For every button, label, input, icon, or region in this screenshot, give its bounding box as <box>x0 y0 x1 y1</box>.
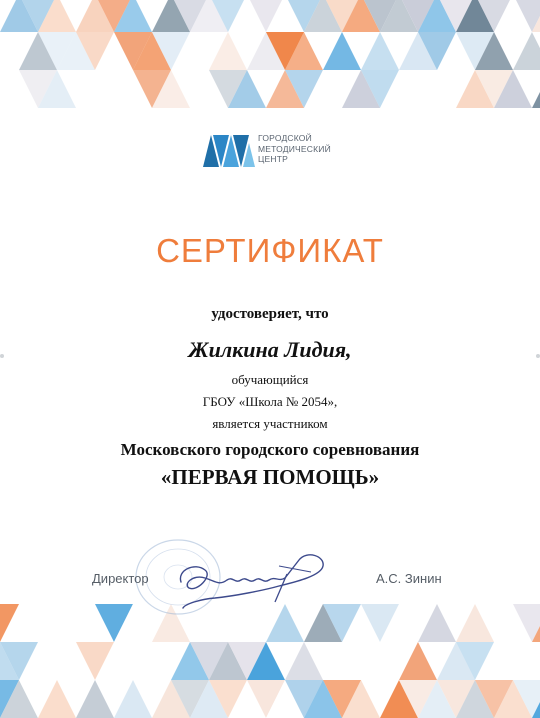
top-triangle-pattern <box>0 0 540 108</box>
certificate-title: СЕРТИФИКАТ <box>156 232 384 269</box>
pattern-triangle <box>76 680 114 718</box>
pattern-triangle <box>285 642 323 680</box>
bottom-triangle-pattern <box>0 604 540 718</box>
director-signature <box>175 552 335 614</box>
gmc-logo-mark-icon <box>203 133 255 169</box>
pattern-triangle <box>114 680 152 718</box>
certifies-line: удостоверяет, что <box>211 306 329 322</box>
logo-line-1: ГОРОДСКОЙ <box>258 133 312 143</box>
gmc-logo <box>203 133 363 169</box>
event-description: Московского городского соревнования <box>120 440 420 459</box>
pattern-triangle <box>209 32 247 70</box>
signatory-role: Директор <box>92 571 149 586</box>
pattern-triangle <box>418 604 456 642</box>
participation-line: является участником <box>212 416 328 431</box>
pattern-triangle <box>0 604 19 642</box>
pattern-triangle <box>456 604 494 642</box>
logo-line-3: ЦЕНТР <box>258 154 288 164</box>
recipient-name: Жилкина Лидия, <box>188 337 352 362</box>
pattern-triangle <box>532 70 540 108</box>
pattern-triangle <box>76 642 114 680</box>
recipient-status: обучающийся <box>231 372 309 387</box>
logo-text <box>258 133 331 165</box>
signatory-name: А.С. Зинин <box>376 571 442 586</box>
event-name: «ПЕРВАЯ ПОМОЩЬ» <box>160 465 380 489</box>
pattern-triangle <box>361 32 399 70</box>
pattern-triangle <box>399 642 437 680</box>
logo-line-2: МЕТОДИЧЕСКИЙ <box>258 143 331 154</box>
pattern-triangle <box>494 642 532 680</box>
pattern-triangle <box>0 32 19 70</box>
school-name: ГБОУ «Школа № 2054», <box>202 394 338 409</box>
pattern-triangle <box>532 642 540 680</box>
pattern-triangle <box>19 604 57 642</box>
pattern-triangle <box>247 0 285 32</box>
